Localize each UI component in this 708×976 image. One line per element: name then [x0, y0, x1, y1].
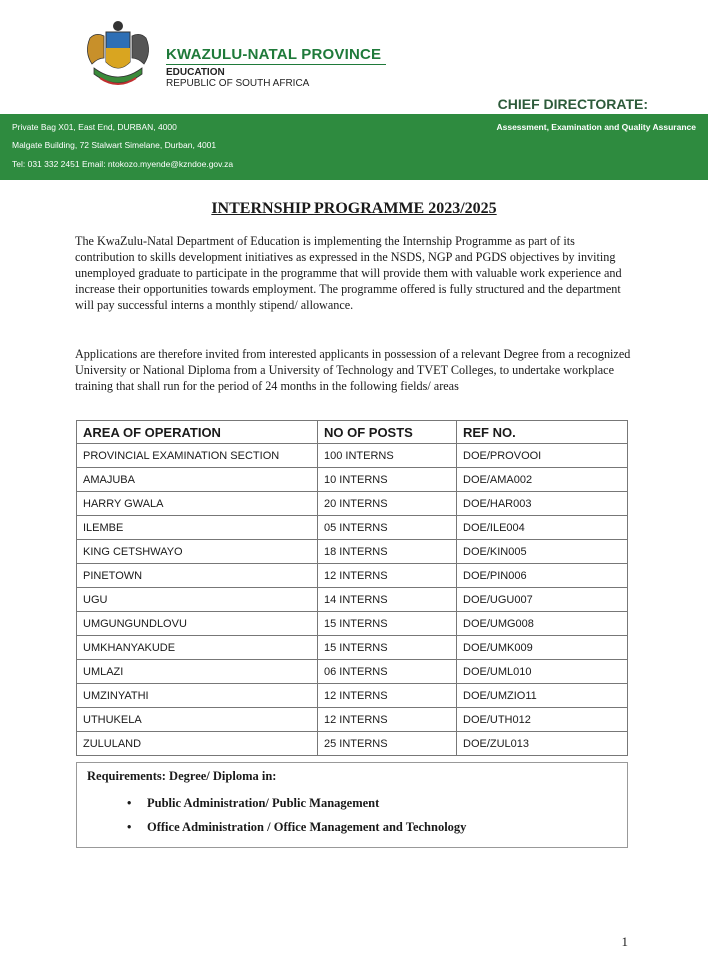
header-divider	[166, 64, 386, 65]
ref-cell: DOE/UML010	[457, 660, 628, 684]
posts-cell: 25 INTERNS	[318, 732, 457, 756]
header-ref: REF NO.	[457, 421, 628, 444]
bullet-icon: •	[127, 820, 132, 834]
posts-cell: 10 INTERNS	[318, 468, 457, 492]
table-row	[77, 732, 628, 756]
list-item	[127, 791, 466, 815]
table-row	[77, 636, 628, 660]
directorate-name: Assessment, Examination and Quality Assurance	[496, 122, 696, 132]
area-cell: UMKHANYAKUDE	[77, 636, 318, 660]
area-cell: AMAJUBA	[77, 468, 318, 492]
posts-cell: 18 INTERNS	[318, 540, 457, 564]
posts-cell: 12 INTERNS	[318, 684, 457, 708]
ref-cell: DOE/UTH012	[457, 708, 628, 732]
requirements-box	[76, 762, 628, 848]
table-row	[77, 612, 628, 636]
posts-cell: 100 INTERNS	[318, 444, 457, 468]
requirement-text: Office Administration / Office Management and Technology	[147, 820, 467, 834]
posts-cell: 15 INTERNS	[318, 636, 457, 660]
ref-cell: DOE/HAR003	[457, 492, 628, 516]
applications-paragraph: Applications are therefore invited from interested applicants in possession of a relevant Degree from a recognized University or National Diploma from a University of Technology and TVET Colleges, to undertake workplace training that shall run for the period of 24 months in the following fields/ areas	[75, 347, 631, 393]
ref-cell: DOE/ILE004	[457, 516, 628, 540]
area-cell: PINETOWN	[77, 564, 318, 588]
ref-cell: DOE/PROVOOI	[457, 444, 628, 468]
table-row	[77, 444, 628, 468]
area-cell: UTHUKELA	[77, 708, 318, 732]
posts-cell: 12 INTERNS	[318, 708, 457, 732]
area-cell: PROVINCIAL EXAMINATION SECTION	[77, 444, 318, 468]
area-cell: UMGUNGUNDLOVU	[77, 612, 318, 636]
ref-cell: DOE/PIN006	[457, 564, 628, 588]
ref-cell: DOE/UMK009	[457, 636, 628, 660]
table-header-row	[77, 421, 628, 444]
bullet-icon: •	[127, 796, 132, 810]
table-row	[77, 684, 628, 708]
area-cell: HARRY GWALA	[77, 492, 318, 516]
list-item	[127, 815, 466, 839]
posts-cell: 15 INTERNS	[318, 612, 457, 636]
province-name: KWAZULU-NATAL PROVINCE	[166, 46, 382, 63]
posts-cell: 20 INTERNS	[318, 492, 457, 516]
posts-cell: 06 INTERNS	[318, 660, 457, 684]
area-cell: UMZINYATHI	[77, 684, 318, 708]
ref-cell: DOE/UMG008	[457, 612, 628, 636]
table-row	[77, 708, 628, 732]
header-posts: NO OF POSTS	[318, 421, 457, 444]
contact-band	[0, 114, 708, 180]
area-cell: UGU	[77, 588, 318, 612]
ref-cell: DOE/UGU007	[457, 588, 628, 612]
posts-cell: 14 INTERNS	[318, 588, 457, 612]
table-row	[77, 516, 628, 540]
contact-details: Tel: 031 332 2451 Email: ntokozo.myende@kzndoe.gov.za	[12, 159, 234, 169]
intro-paragraph: The KwaZulu-Natal Department of Education is implementing the Internship Programme as part of its contribution to skills development initiatives as expressed in the NSDS, NGP and PGDS objectives by inviting unemployed graduate to participate in the programme that will provide them with valuable work experience and increase their opportunities towards employment. The programme offered is fully structured and the department will pay successful interns a monthly stipend/ allowance.	[75, 234, 622, 312]
ref-cell: DOE/ZUL013	[457, 732, 628, 756]
header-area: AREA OF OPERATION	[77, 421, 318, 444]
requirements-title: Requirements: Degree/ Diploma in:	[87, 769, 277, 783]
ref-cell: DOE/UMZIO11	[457, 684, 628, 708]
posts-table	[76, 420, 628, 756]
ref-cell: DOE/AMA002	[457, 468, 628, 492]
requirement-text: Public Administration/ Public Management	[147, 796, 380, 810]
posts-cell: 05 INTERNS	[318, 516, 457, 540]
table-row	[77, 564, 628, 588]
coat-of-arms-icon	[76, 18, 160, 94]
posts-cell: 12 INTERNS	[318, 564, 457, 588]
country-name: REPUBLIC OF SOUTH AFRICA	[166, 78, 310, 89]
postal-address: Private Bag X01, East End, DURBAN, 4000	[12, 122, 177, 132]
table-row	[77, 660, 628, 684]
chief-directorate-label: CHIEF DIRECTORATE:	[497, 96, 648, 112]
table-row	[77, 492, 628, 516]
area-cell: UMLAZI	[77, 660, 318, 684]
area-cell: ILEMBE	[77, 516, 318, 540]
page-number: 1	[621, 934, 628, 949]
document-title: INTERNSHIP PROGRAMME 2023/2025	[211, 200, 497, 217]
requirements-list	[127, 791, 466, 839]
table-row	[77, 468, 628, 492]
table-row	[77, 588, 628, 612]
department-name: EDUCATION	[166, 67, 225, 78]
table-row	[77, 540, 628, 564]
ref-cell: DOE/KIN005	[457, 540, 628, 564]
area-cell: KING CETSHWAYO	[77, 540, 318, 564]
area-cell: ZULULAND	[77, 732, 318, 756]
street-address: Malgate Building, 72 Stalwart Simelane, Durban, 4001	[12, 140, 217, 150]
